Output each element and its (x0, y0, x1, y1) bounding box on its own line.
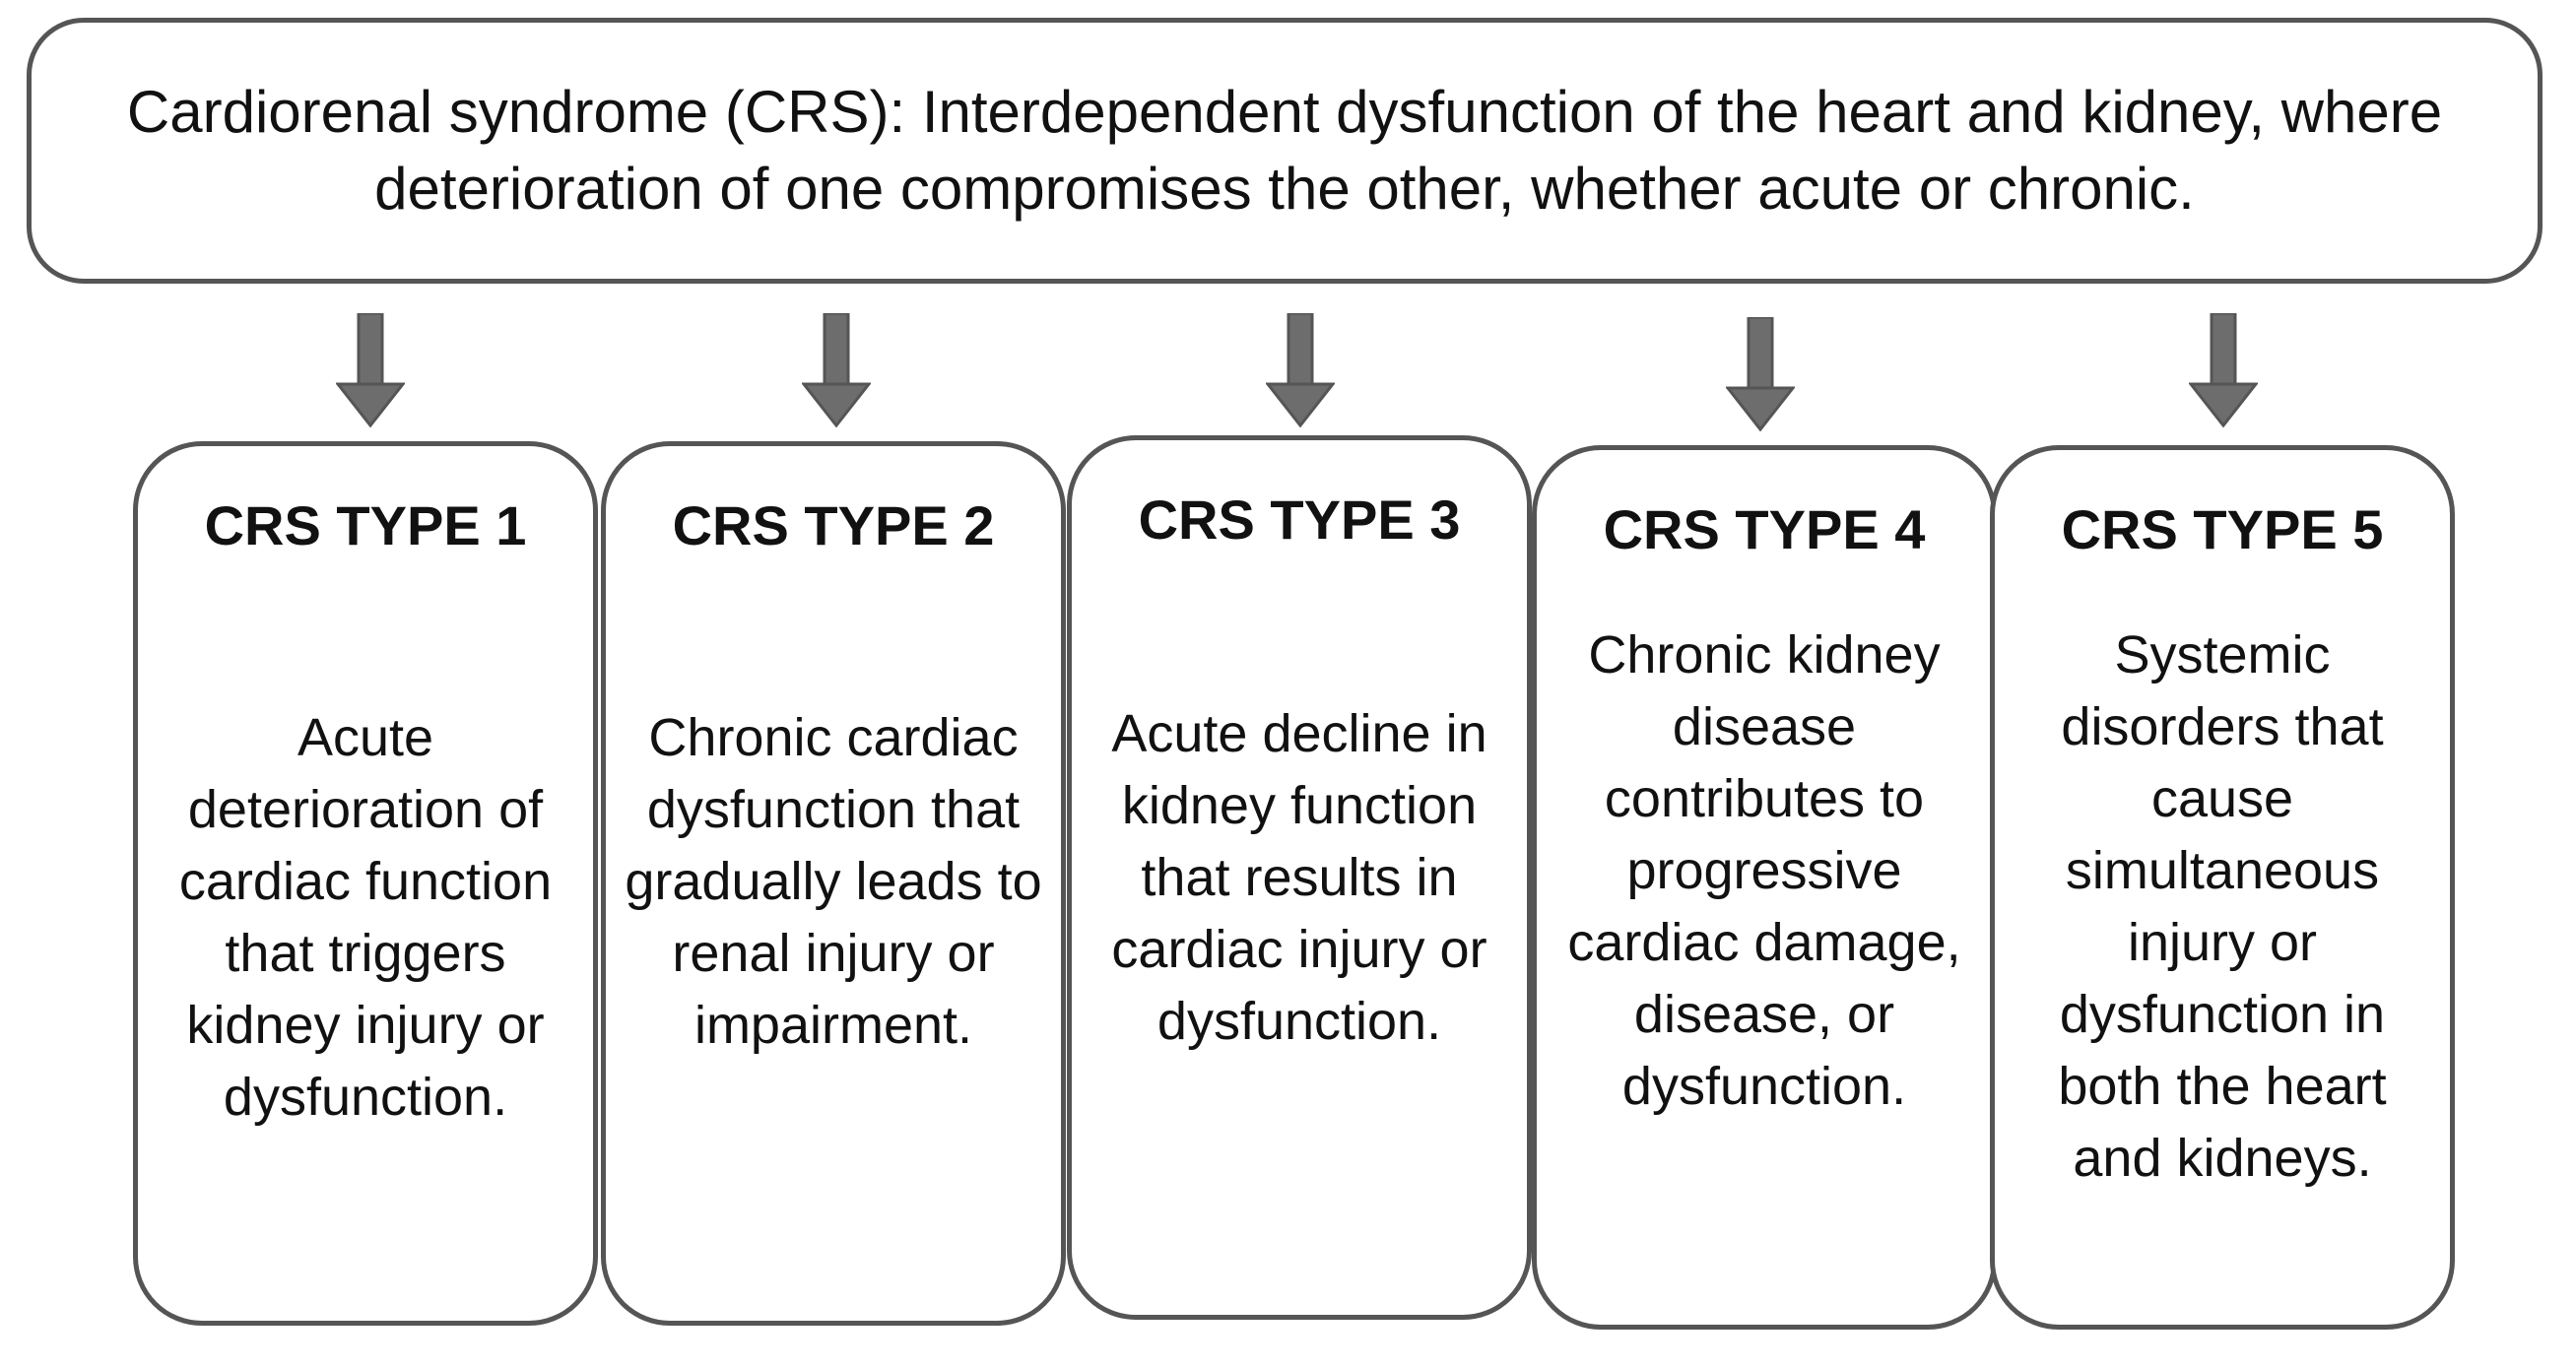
crs-type-4-description-wrap (1554, 619, 1974, 1325)
crs-type-4-box (1532, 445, 1997, 1330)
crs-type-1-description-wrap (156, 702, 575, 1321)
crs-type-1-box (133, 441, 598, 1326)
crs-type-2-description-wrap (624, 702, 1043, 1321)
crs-type-3-description: Acute decline in kidney function that results in cardiac injury or dysfunction. (1111, 704, 1487, 1051)
crs-type-3-description-wrap (1090, 698, 1509, 1315)
down-arrow-icon (336, 313, 405, 427)
crs-type-4-title: CRS TYPE 4 (1603, 498, 1926, 560)
crs-type-1-description: Acute deterioration of cardiac function that triggers kidney injury or dysfunction. (178, 708, 553, 1127)
down-arrow-icon (2189, 313, 2258, 427)
crs-type-2-description: Chronic cardiac dysfunction that gradually leads to renal injury or impairment. (625, 708, 1042, 1055)
crs-type-2-box (601, 441, 1066, 1326)
crs-type-3-box (1067, 435, 1532, 1320)
down-arrow-icon (1266, 313, 1335, 427)
crs-type-5-description: Systemic disorders that cause simultaneous injury or dysfunction in both the heart and kidneys. (2058, 625, 2387, 1188)
crs-type-2-title: CRS TYPE 2 (672, 494, 995, 556)
definition-box (27, 18, 2543, 284)
crs-type-5-description-wrap (2013, 619, 2432, 1325)
definition-text: Cardiorenal syndrome (CRS): Interdependent dysfunction of the heart and kidney, where deterioration of one compromises the other, whether acute or chronic. (126, 79, 2443, 222)
down-arrow-icon (802, 313, 871, 427)
crs-type-5-title: CRS TYPE 5 (2061, 498, 2384, 560)
crs-type-5-box (1990, 445, 2455, 1330)
crs-type-4-description: Chronic kidney disease contributes to progressive cardiac damage, disease, or dysfunction. (1567, 625, 1961, 1116)
crs-type-3-title: CRS TYPE 3 (1138, 489, 1461, 551)
crs-type-1-title: CRS TYPE 1 (204, 494, 527, 556)
down-arrow-icon (1726, 317, 1795, 431)
